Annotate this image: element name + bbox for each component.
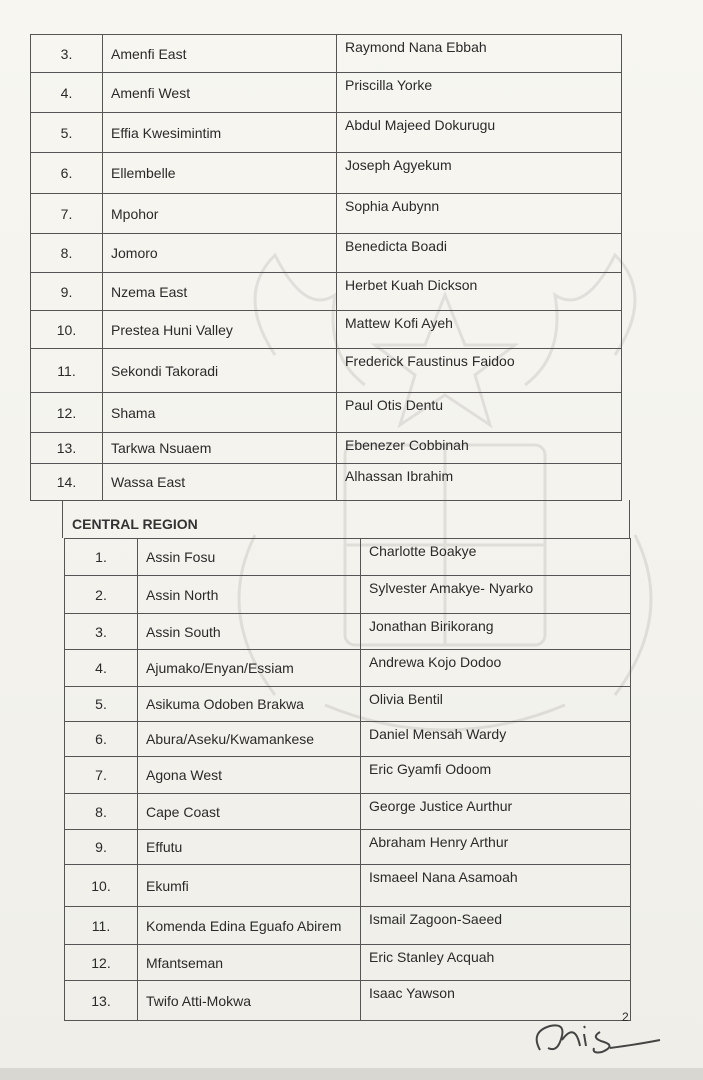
number-cell: 12.	[65, 945, 138, 980]
name-cell: Abdul Majeed Dokurugu	[345, 117, 496, 133]
number-cell: 8.	[31, 234, 103, 272]
table-row	[30, 152, 622, 193]
table-row	[64, 613, 631, 649]
name-cell: Herbet Kuah Dickson	[345, 277, 478, 293]
number-cell: 6.	[31, 153, 103, 193]
name-cell: George Justice Aurthur	[369, 798, 513, 814]
name-cell: Isaac Yawson	[369, 985, 455, 1001]
table-row	[64, 829, 631, 864]
number-cell: 4.	[31, 73, 103, 112]
name-cell: Paul Otis Dentu	[345, 397, 444, 413]
number-cell: 11.	[31, 349, 103, 392]
district-cell: Amenfi West	[103, 73, 337, 112]
name-cell: Ebenezer Cobbinah	[345, 437, 469, 453]
name-cell: Alhassan Ibrahim	[345, 468, 454, 484]
district-cell: Abura/Aseku/Kwamankese	[138, 722, 361, 756]
district-cell: Sekondi Takoradi	[103, 349, 337, 392]
district-cell: Nzema East	[103, 273, 337, 310]
district-cell: Jomoro	[103, 234, 337, 272]
table-row	[30, 112, 622, 152]
number-cell: 7.	[65, 757, 138, 793]
number-cell: 4.	[65, 650, 138, 686]
number-cell: 5.	[31, 113, 103, 152]
district-cell: Prestea Huni Valley	[103, 311, 337, 348]
number-cell: 7.	[31, 194, 103, 233]
name-cell: Raymond Nana Ebbah	[345, 39, 487, 55]
number-cell: 3.	[31, 35, 103, 72]
district-cell: Ellembelle	[103, 153, 337, 193]
table-row	[30, 348, 622, 392]
name-cell: Sophia Aubynn	[345, 198, 440, 214]
district-cell: Ekumfi	[138, 865, 361, 906]
name-cell: Jonathan Birikorang	[369, 618, 494, 634]
name-cell: Mattew Kofi Ayeh	[345, 315, 453, 331]
page-edge	[0, 1068, 703, 1080]
section-heading: CENTRAL REGION	[72, 516, 198, 532]
name-cell: Charlotte Boakye	[369, 543, 477, 559]
table-row	[30, 272, 622, 310]
district-cell: Assin North	[138, 576, 361, 613]
name-cell: Joseph Agyekum	[345, 157, 452, 173]
number-cell: 11.	[65, 907, 138, 944]
table-row	[30, 233, 622, 272]
district-cell: Tarkwa Nsuaem	[103, 433, 337, 463]
number-cell: 13.	[65, 981, 138, 1020]
district-cell: Komenda Edina Eguafo Abirem	[138, 907, 361, 944]
name-cell: Ismaeel Nana Asamoah	[369, 869, 518, 885]
number-cell: 1.	[65, 539, 138, 575]
name-cell: Benedicta Boadi	[345, 238, 447, 254]
number-cell: 5.	[65, 687, 138, 721]
table-row	[64, 686, 631, 721]
district-cell: Amenfi East	[103, 35, 337, 72]
district-cell: Agona West	[138, 757, 361, 793]
table-row	[64, 756, 631, 793]
number-cell: 3.	[65, 614, 138, 649]
table-row	[64, 575, 631, 613]
signature	[520, 1012, 670, 1060]
number-cell: 10.	[65, 865, 138, 906]
name-cell: Abraham Henry Arthur	[369, 834, 509, 850]
district-cell: Effia Kwesimintim	[103, 113, 337, 152]
table-row	[30, 432, 622, 463]
table-row	[64, 944, 631, 980]
number-cell: 14.	[31, 464, 103, 500]
district-cell: Assin South	[138, 614, 361, 649]
district-cell: Mpohor	[103, 194, 337, 233]
table-row	[64, 793, 631, 829]
number-cell: 12.	[31, 393, 103, 432]
district-cell: Mfantseman	[138, 945, 361, 980]
number-cell: 8.	[65, 794, 138, 829]
table-row	[64, 906, 631, 944]
number-cell: 2.	[65, 576, 138, 613]
table-row	[64, 649, 631, 686]
name-cell: Daniel Mensah Wardy	[369, 726, 507, 742]
district-cell: Effutu	[138, 830, 361, 864]
name-cell: Frederick Faustinus Faidoo	[345, 353, 515, 369]
name-cell: Eric Gyamfi Odoom	[369, 761, 492, 777]
table-row	[30, 72, 622, 112]
name-cell: Priscilla Yorke	[345, 77, 433, 93]
table-row	[64, 721, 631, 756]
district-cell: Asikuma Odoben Brakwa	[138, 687, 361, 721]
name-cell: Sylvester Amakye- Nyarko	[369, 580, 534, 596]
district-cell: Ajumako/Enyan/Essiam	[138, 650, 361, 686]
number-cell: 9.	[65, 830, 138, 864]
number-cell: 9.	[31, 273, 103, 310]
table-row	[64, 864, 631, 906]
table-row	[30, 392, 622, 432]
name-cell: Olivia Bentil	[369, 691, 443, 707]
number-cell: 10.	[31, 311, 103, 348]
name-cell: Andrewa Kojo Dodoo	[369, 654, 502, 670]
table-row	[30, 310, 622, 348]
table-row	[30, 193, 622, 233]
name-cell: Eric Stanley Acquah	[369, 949, 495, 965]
number-cell: 13.	[31, 433, 103, 463]
page-number: 2	[622, 1010, 629, 1024]
table-row	[30, 34, 622, 72]
table-row	[30, 463, 622, 500]
table-row	[64, 538, 631, 575]
number-cell: 6.	[65, 722, 138, 756]
district-cell: Assin Fosu	[138, 539, 361, 575]
district-cell: Cape Coast	[138, 794, 361, 829]
district-cell: Twifo Atti-Mokwa	[138, 981, 361, 1020]
district-cell: Wassa East	[103, 464, 337, 500]
district-cell: Shama	[103, 393, 337, 432]
name-cell: Ismail Zagoon-Saeed	[369, 911, 503, 927]
